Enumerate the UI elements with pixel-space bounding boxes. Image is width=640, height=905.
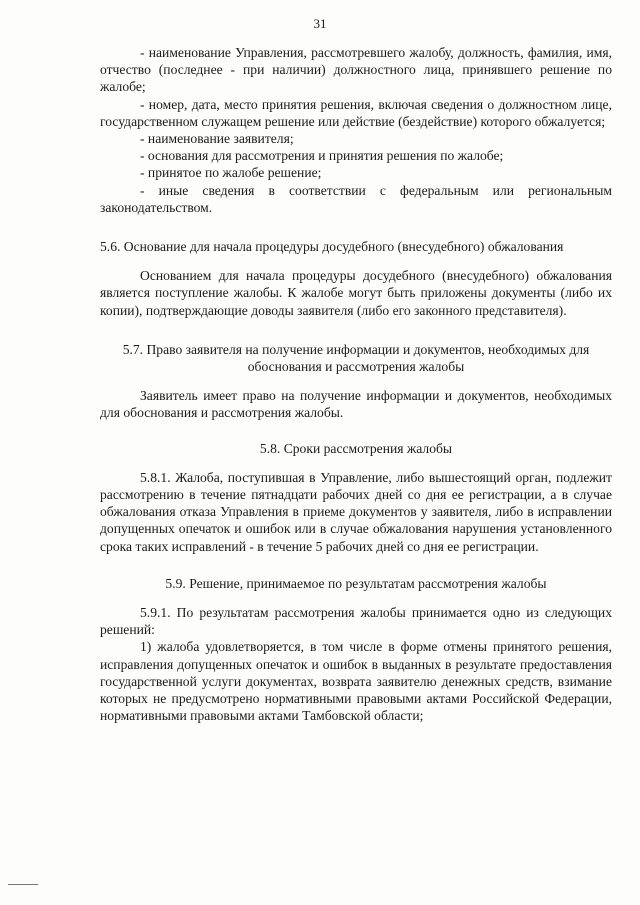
page-number: 31 [313, 16, 327, 31]
document-body [100, 44, 612, 725]
section-heading-5-9: 5.9. Решение, принимаемое по результатам рассмотрения жалобы [165, 575, 547, 591]
list-item-applicant-name: - наименование заявителя; [140, 131, 294, 147]
scan-edge-mark [8, 884, 38, 885]
paragraph-5-7: Заявитель имеет право на получение информации и документов, необходимых для обоснования и рассмотрения жалобы. [100, 388, 612, 421]
paragraph-5-9-1-item-1: 1) жалоба удовлетворяется, в том числе в форме отмены принятого решения, исправления допущенных опечаток и ошибок в выданных в результате предоставления государственной услуги документах, возврата заявителю денежных средств, взимание которых не предусмотрено нормативными правовыми актами Российской Федерации, нормативными правовыми актами Тамбовской области; [100, 639, 612, 724]
paragraph-5-8-1: 5.8.1. Жалоба, поступившая в Управление, либо вышестоящий орган, подлежит рассмотрению в течение пятнадцати рабочих дней со дня ее регистрации, а в случае обжалования отказа Управления в приеме документов у заявителя, либо в исправлении допущенных опечаток и ошибок или в случае обжалования нарушения установленного срока таких исправлений - в течение 5 рабочих дней со дня ее регистрации. [100, 469, 612, 554]
list-item-department-name: - наименование Управления, рассмотревшего жалобу, должность, фамилия, имя, отчество (последнее - при наличии) должностного лица, принявшего решение по жалобе; [100, 45, 612, 95]
section-heading-5-8: 5.8. Сроки рассмотрения жалобы [259, 440, 453, 456]
list-item-other-info: - иные сведения в соответствии с федеральным или региональным законодательством. [100, 182, 612, 215]
section-heading-5-6: 5.6. Основание для начала процедуры досудебного (внесудебного) обжалования [100, 239, 564, 255]
list-item-decision-details: - номер, дата, место принятия решения, включая сведения о должностном лице, государственном служащем решение или действие (бездействие) которого обжалуется; [100, 96, 612, 129]
section-heading-5-7: 5.7. Право заявителя на получение информации и документов, необходимых для обоснования и рассмотрения жалобы [122, 341, 590, 375]
list-item-grounds: - основания для рассмотрения и принятия решения по жалобе; [140, 148, 504, 164]
list-item-decision: - принятое по жалобе решение; [140, 165, 322, 181]
paragraph-5-9-1: 5.9.1. По результатам рассмотрения жалобы принимается одно из следующих решений: [100, 605, 612, 638]
paragraph-5-6: Основанием для начала процедуры досудебного (внесудебного) обжалования является поступление жалобы. К жалобе могут быть приложены документы (либо их копии), подтверждающие доводы заявителя (либо его законного представителя). [100, 268, 612, 318]
